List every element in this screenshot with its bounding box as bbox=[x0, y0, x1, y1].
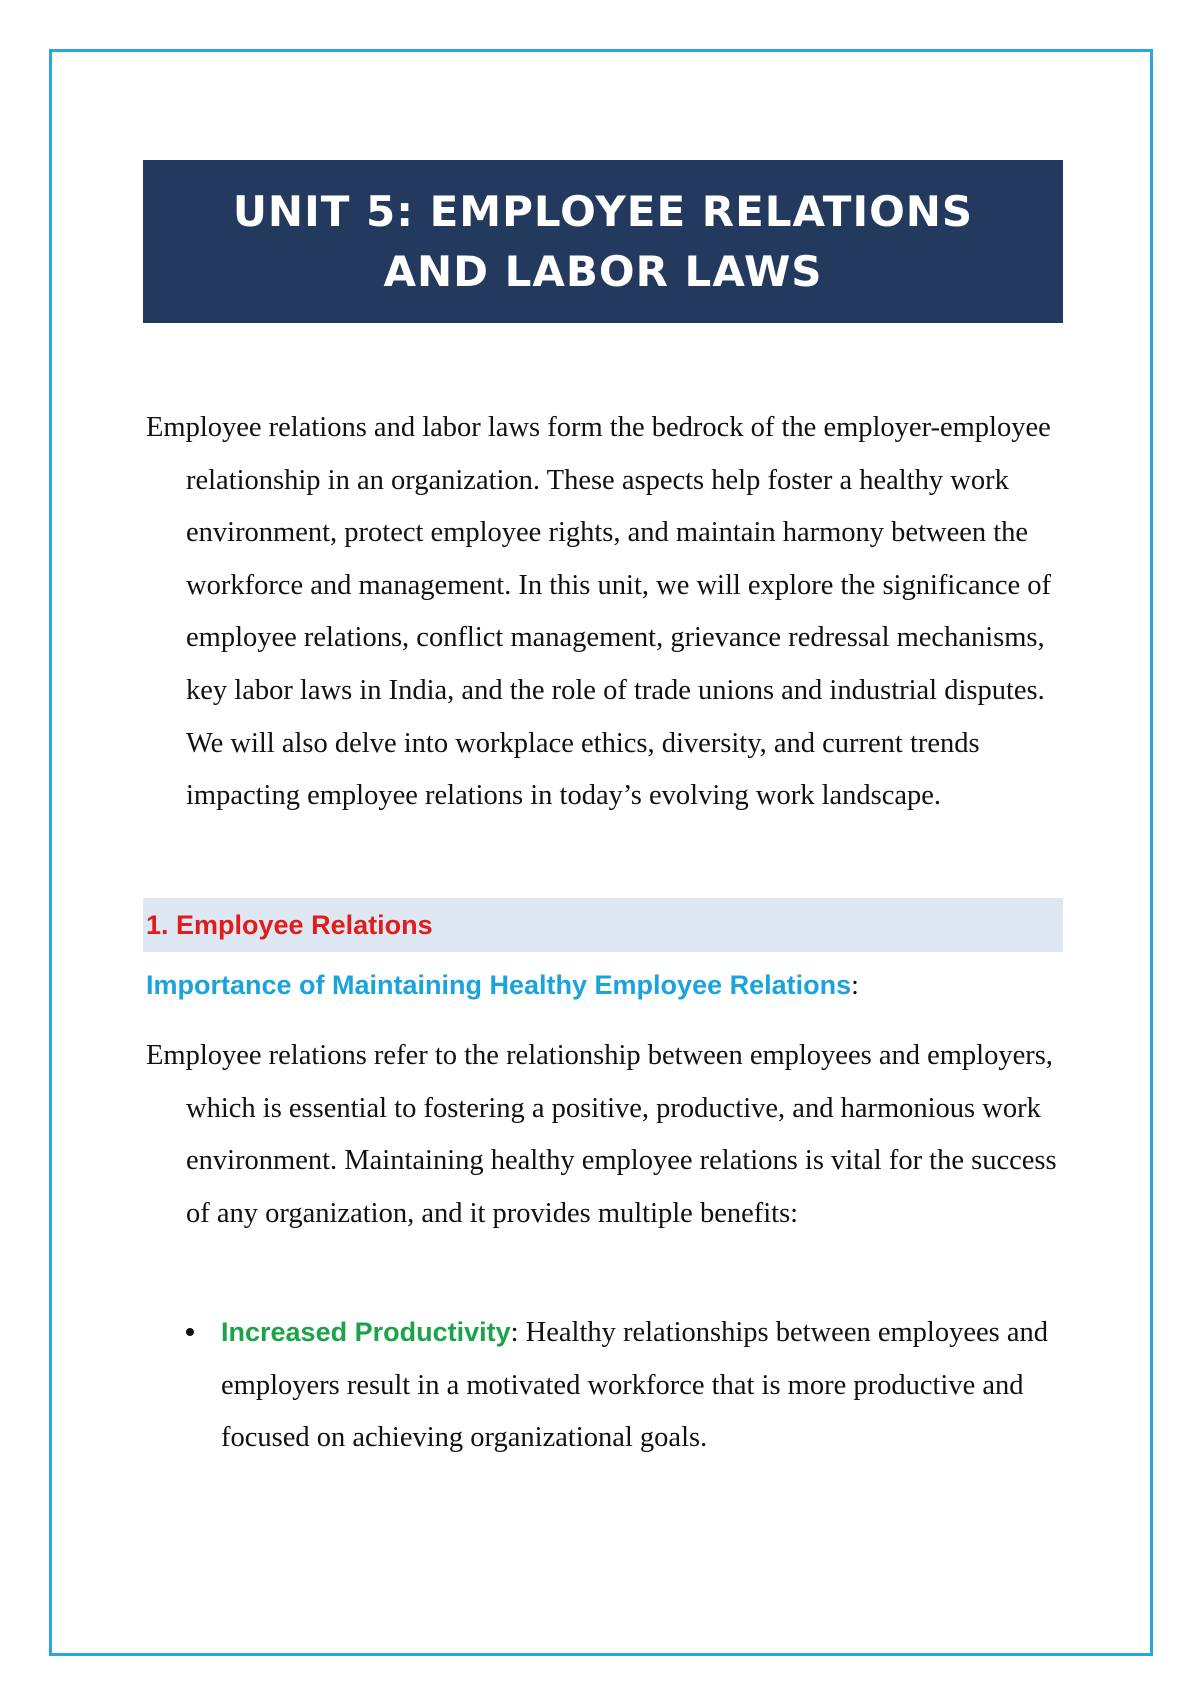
bullet-icon bbox=[186, 1328, 194, 1336]
subheading-colon: : bbox=[851, 970, 859, 1001]
subheading bbox=[146, 965, 859, 1006]
section-heading: 1. Employee Relations bbox=[146, 909, 433, 940]
bullet-text: Healthy relationships between employees and employers result in a motivated workforce that is more productive and focused on achieving organizational goals. bbox=[221, 1317, 1048, 1454]
list-item bbox=[146, 1306, 1066, 1465]
intro-paragraph: Employee relations and labor laws form the bedrock of the employer-employee relationship in an organization. These aspects help foster a healthy work environment, protect employee rights, and maintain harmony between the workforce and management. In this unit, we will explore the significance of employee relations, conflict management, grievance redressal mechanisms, key labor laws in India, and the role of trade unions and industrial disputes. We will also delve into workplace ethics, diversity, and current trends impacting employee relations in today’s evolving work landscape. bbox=[146, 412, 1052, 812]
bullet-separator: : bbox=[510, 1317, 519, 1348]
subheading-title: Importance of Maintaining Healthy Employee Relations bbox=[146, 970, 852, 1000]
title-banner bbox=[143, 160, 1063, 323]
section-heading-bar bbox=[143, 898, 1063, 952]
bullet-term: Increased Productivity bbox=[221, 1317, 511, 1347]
benefits-list bbox=[146, 1306, 1066, 1465]
page-title: UNIT 5: EMPLOYEE RELATIONS AND LABOR LAWS bbox=[232, 186, 974, 296]
relations-paragraph: Employee relations refer to the relationship between employees and employers, which is essential to fostering a positive, productive, and harmonious work environment. Maintaining healthy employee relations is vital for the success of any organization, and it provides multiple benefits: bbox=[146, 1040, 1057, 1229]
